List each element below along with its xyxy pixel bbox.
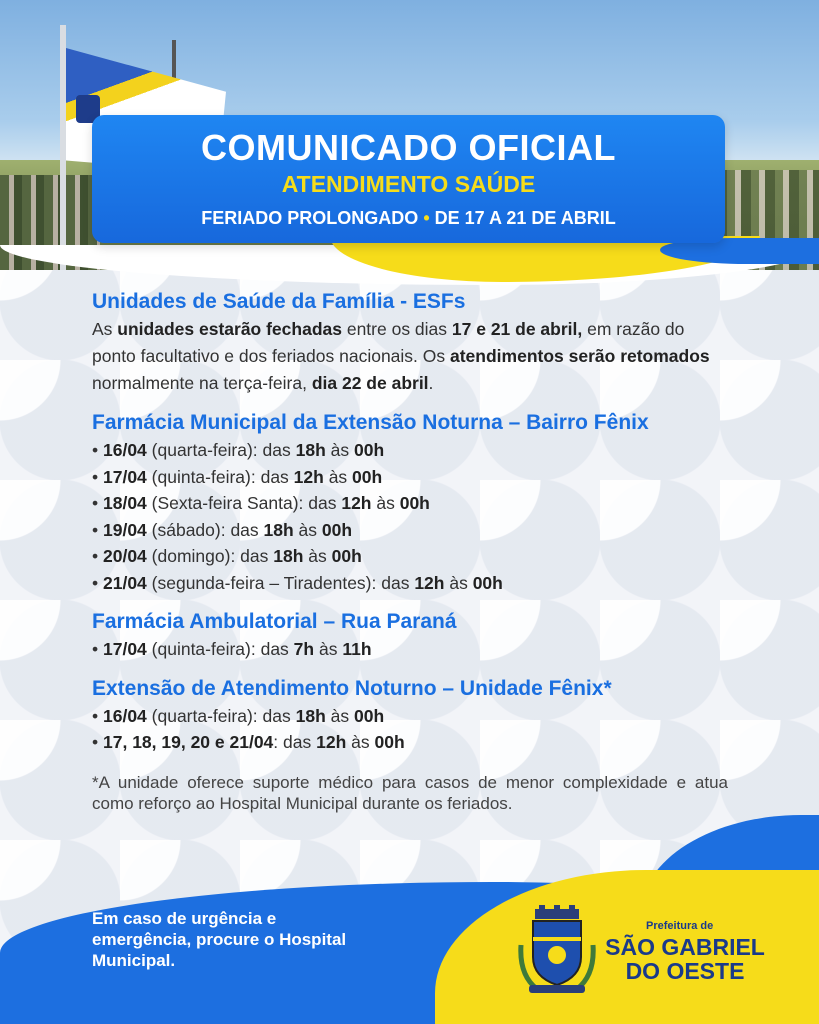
logo-line-1: SÃO GABRIEL [605, 934, 765, 960]
item-day: (segunda-feira – Tiradentes): das [146, 572, 415, 593]
item-date: 18/04 [103, 493, 147, 513]
urgent-message: Em caso de urgência e emergência, procure o Hospital Municipal. [92, 909, 347, 970]
list-item: • 18/04 (Sexta-feira Santa): das 12h às 00h [92, 493, 430, 513]
item-mid: às [444, 572, 473, 593]
farmacia-noturna-list [92, 437, 728, 596]
item-day: (quarta-feira): das [146, 705, 296, 726]
esf-text: em razão do ponto facultativo e dos feriados nacionais. Os [92, 319, 685, 366]
item-mid: às [325, 440, 354, 460]
item-start: 18h [295, 705, 326, 726]
item-date: 17/04 [103, 639, 147, 659]
farmacia-ambulatorial-title: Farmácia Ambulatorial – Rua Paraná [92, 610, 457, 633]
item-date: 17, 18, 19, 20 e 21/04 [103, 732, 274, 752]
esf-text: entre os dias [341, 319, 452, 339]
item-end: 00h [374, 732, 405, 752]
extensao-note: *A unidade oferece suporte médico para casos de menor complexidade e atua como reforço ao Hospital Municipal durante os feriados. [92, 772, 728, 813]
esf-bold: unidades estarão fechadas [117, 319, 342, 339]
item-day: (sábado): das [146, 519, 264, 540]
page-subtitle: ATENDIMENTO SAÚDE [281, 171, 536, 197]
farmacia-noturna-title: Farmácia Municipal da Extensão Noturna – Bairro Fênix [92, 411, 649, 434]
item-start: 18h [263, 519, 294, 540]
page-title: COMUNICADO OFICIAL [201, 127, 616, 168]
list-item: • 17/04 (quinta-feira): das 7h às 11h [92, 639, 372, 659]
crest-tower [539, 905, 545, 911]
list-item: • 16/04 (quarta-feira): das 18h às 00h [92, 705, 385, 726]
spacer [92, 397, 728, 409]
crest-emblem [548, 946, 566, 964]
spacer [92, 756, 728, 768]
logo-city-name [605, 935, 765, 983]
item-day: (quarta-feira): das [146, 440, 296, 460]
esf-title: Unidades de Saúde da Família - ESFs [92, 290, 466, 313]
item-day: (domingo): das [146, 546, 274, 566]
esf-bold: 17 e 21 de abril, [451, 319, 583, 339]
item-end: 00h [472, 572, 503, 593]
item-mid: às [371, 493, 400, 513]
spacer [92, 663, 728, 675]
item-start: 18h [273, 546, 304, 566]
item-mid: às [303, 546, 332, 566]
item-date: 16/04 [103, 705, 147, 726]
list-item: • 20/04 (domingo): das 18h às 00h [92, 546, 362, 566]
item-date: 20/04 [103, 546, 147, 566]
esf-text: . [428, 373, 434, 393]
item-date: 16/04 [103, 440, 147, 460]
list-item: • 17, 18, 19, 20 e 21/04: das 12h às 00h [92, 732, 405, 752]
list-item: • 21/04 (segunda-feira – Tiradentes): das 12h às 00h [92, 572, 503, 593]
item-start: 12h [414, 572, 445, 593]
esf-bold: dia 22 de abril [311, 373, 429, 393]
item-end: 11h [342, 639, 372, 659]
period-line [92, 208, 725, 229]
item-date: 21/04 [103, 572, 147, 593]
item-mid: às [293, 519, 322, 540]
period-label: FERIADO PROLONGADO [201, 208, 419, 228]
extensao-list [92, 703, 728, 756]
period-dates: DE 17 A 21 DE ABRIL [434, 208, 616, 228]
item-start: 12h [341, 493, 372, 513]
crest-tower [554, 905, 560, 911]
item-start: 12h [293, 466, 324, 487]
farmacia-ambulatorial-list [92, 636, 728, 663]
list-item: • 17/04 (quinta-feira): das 12h às 00h [92, 466, 383, 487]
spacer [92, 596, 728, 608]
item-day: : das [273, 732, 317, 752]
esf-text: As [92, 319, 118, 339]
item-end: 00h [399, 493, 430, 513]
item-start: 7h [293, 639, 315, 659]
main-content [92, 288, 728, 814]
item-day: (Sexta-feira Santa): das [146, 493, 342, 513]
period-dot: • [423, 208, 430, 228]
extensao-title: Extensão de Atendimento Noturno – Unidade Fênix* [92, 676, 612, 700]
list-item: • 19/04 (sábado): das 18h às 00h [92, 519, 353, 540]
item-date: 17/04 [103, 466, 147, 487]
item-end: 00h [331, 546, 362, 566]
logo-line-2: DO OESTE [625, 958, 745, 984]
item-mid: às [325, 705, 354, 726]
item-end: 00h [353, 440, 385, 460]
item-date: 19/04 [103, 519, 147, 540]
crest-ribbon [529, 985, 585, 993]
item-start: 12h [316, 732, 347, 752]
list-item: • 16/04 (quarta-feira): das 18h às 00h [92, 440, 385, 460]
flag-pole [60, 25, 66, 270]
esf-bold: atendimentos serão retomados [450, 346, 710, 366]
city-crest-icon [517, 905, 597, 995]
item-end: 00h [321, 519, 353, 540]
item-mid: às [314, 639, 343, 659]
item-end: 00h [353, 705, 385, 726]
header-card [92, 115, 725, 243]
item-mid: às [323, 466, 353, 487]
logo-prefeitura-label: Prefeitura de [646, 920, 714, 932]
item-end: 00h [352, 466, 383, 487]
item-day: (quinta-feira): das [146, 466, 294, 487]
esf-paragraph [92, 316, 728, 397]
esf-text: normalmente na terça-feira, [92, 373, 312, 393]
item-mid: às [346, 732, 375, 752]
item-day: (quinta-feira): das [146, 639, 294, 659]
item-start: 18h [295, 440, 326, 460]
crest-tower [569, 905, 575, 911]
